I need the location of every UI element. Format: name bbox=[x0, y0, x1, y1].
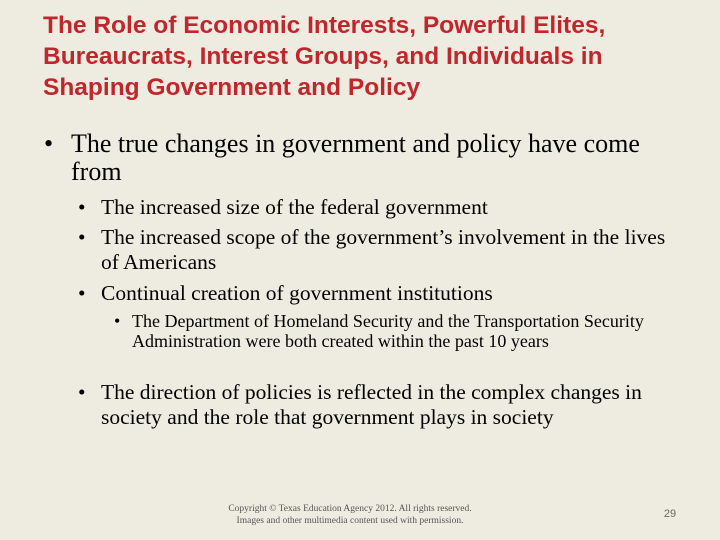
bullet-level3 bbox=[114, 311, 674, 351]
bullet-text: The increased size of the federal government bbox=[101, 195, 488, 219]
bullet-marker: • bbox=[44, 129, 54, 158]
bullet-marker: • bbox=[78, 281, 86, 305]
bullet-level2 bbox=[78, 380, 688, 430]
copyright-footer bbox=[210, 503, 490, 527]
bullet-level2 bbox=[78, 281, 688, 306]
bullet-marker: • bbox=[78, 195, 86, 219]
bullet-text: The direction of policies is reflected in the complex changes in society and the role that government plays in society bbox=[101, 380, 642, 429]
bullet-marker: • bbox=[114, 311, 121, 331]
bullet-level2 bbox=[78, 195, 688, 220]
bullet-text: The true changes in government and policy have come from bbox=[71, 129, 640, 186]
page-number: 29 bbox=[663, 508, 677, 520]
bullet-marker: • bbox=[78, 225, 86, 249]
permission-line: Images and other multimedia content used with permission. bbox=[236, 516, 464, 526]
bullet-level1 bbox=[44, 130, 684, 186]
bullet-text: The increased scope of the government’s involvement in the lives of Americans bbox=[101, 225, 666, 274]
copyright-line: Copyright © Texas Education Agency 2012. All rights reserved. bbox=[228, 504, 472, 514]
bullet-text: The Department of Homeland Security and the Transportation Security Administration were both created within the past 10 years bbox=[132, 311, 644, 351]
bullet-level2 bbox=[78, 225, 688, 275]
bullet-marker: • bbox=[78, 380, 86, 404]
slide-title: The Role of Economic Interests, Powerful Elites, Bureaucrats, Interest Groups, and Individuals in Shaping Government and Policy bbox=[43, 12, 606, 101]
bullet-text: Continual creation of government institutions bbox=[101, 281, 493, 305]
